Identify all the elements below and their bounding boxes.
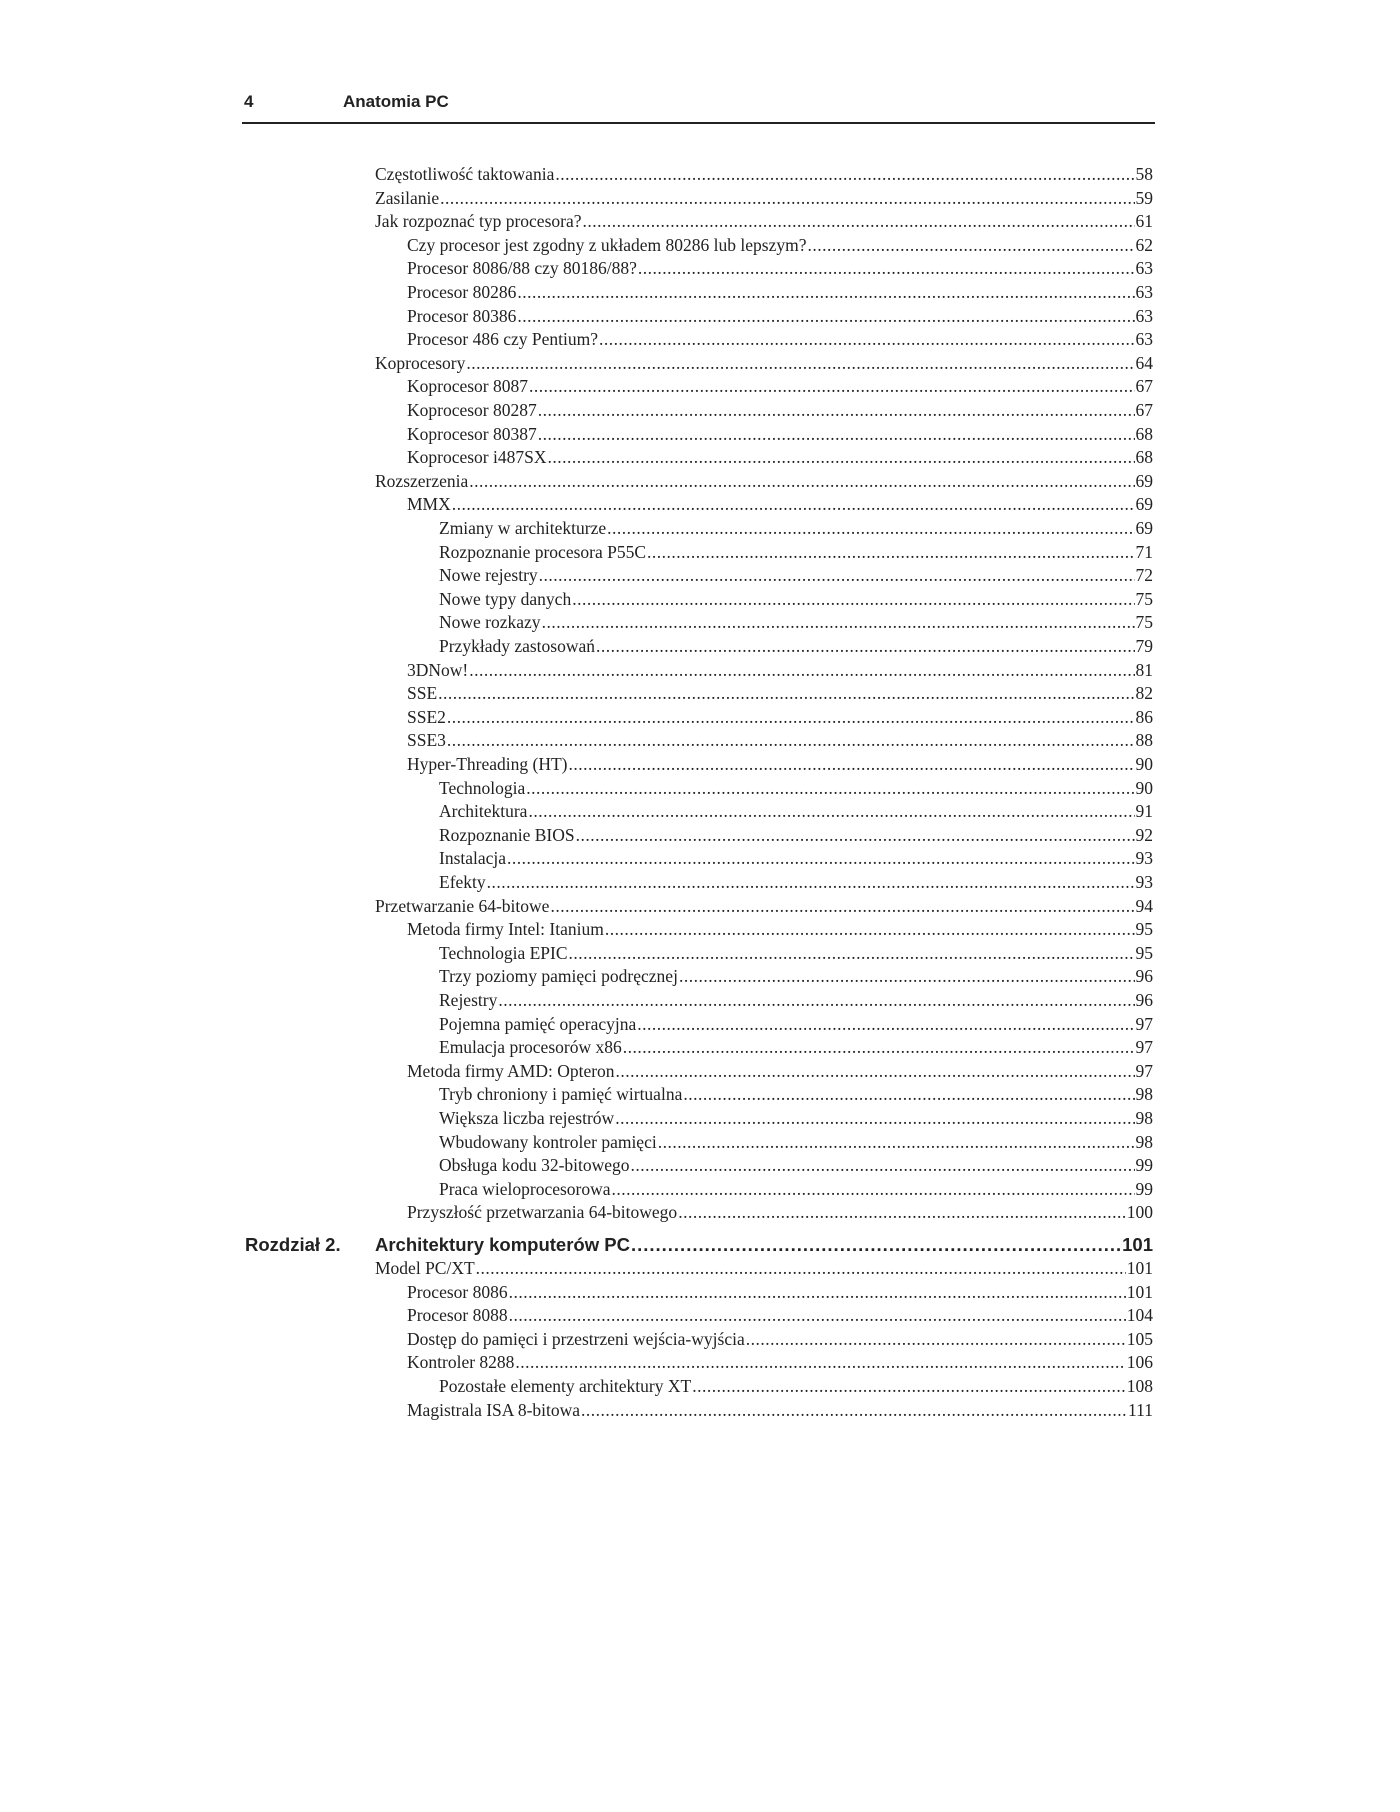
chapter-entry [375,1231,1153,1259]
dot-leader [466,352,1134,376]
toc-row [0,942,1400,966]
toc-row [0,753,1400,777]
toc-entry-title: Pozostałe elementy architektury XT [439,1376,692,1396]
toc-row [0,635,1400,659]
toc-entry [407,281,1153,305]
toc-row [0,1399,1400,1423]
toc-entry-page: 59 [1135,187,1153,208]
toc-entry-page: 101 [1122,1234,1153,1255]
dot-leader [538,399,1135,423]
toc-row [0,375,1400,399]
toc-entry-title: Procesor 8086 [407,1281,508,1302]
toc-entry-title: Rejestry [439,990,498,1010]
toc-entry-title: Koprocesor 80387 [407,423,537,444]
toc-entry-page: 92 [1135,824,1153,845]
toc-row [0,1107,1400,1131]
dot-leader [487,871,1135,895]
toc-entry-page: 69 [1135,494,1153,515]
toc-entry-page: 75 [1135,612,1153,633]
toc-entry-page: 63 [1135,258,1153,279]
toc-row [0,1083,1400,1107]
toc-entry [439,1131,1153,1155]
toc-entry-title: Rozszerzenia [375,470,469,491]
toc-row [0,1060,1400,1084]
toc-row [0,965,1400,989]
toc-entry-title: Przetwarzanie 64-bitowe [375,895,550,916]
dot-leader [658,1131,1135,1155]
toc-entry-title: Emulacja procesorów x86 [439,1037,622,1058]
toc-entry-title: Procesor 80286 [407,282,517,302]
toc-entry-title: Trzy poziomy pamięci podręcznej [439,966,678,987]
toc-entry-title: Koprocesory [375,352,466,373]
toc-entry [439,1107,1153,1131]
toc-entry-title: SSE2 [407,706,446,727]
toc-entry [407,305,1153,329]
toc-entry [439,1154,1153,1178]
toc-row [0,871,1400,895]
toc-row [0,1131,1400,1155]
toc-entry [439,1083,1153,1107]
dot-leader [607,517,1134,541]
toc-entry-title: Architektura [439,801,528,822]
toc-row [0,1154,1400,1178]
dot-leader [469,470,1134,494]
dot-leader [447,729,1135,753]
toc-entry [375,470,1153,494]
toc-row [0,1201,1400,1225]
toc-row [0,564,1400,588]
toc-entry-title: Jak rozpoznać typ procesora? [375,211,582,232]
dot-leader [807,234,1134,258]
toc-entry-page: 93 [1135,872,1153,892]
toc-row [0,1304,1400,1328]
toc-entry [375,163,1153,187]
toc-row [0,1351,1400,1375]
toc-entry-title: Koprocesor i487SX [407,447,547,468]
toc-entry-page: 90 [1135,754,1153,774]
toc-entry-page: 106 [1126,1352,1153,1373]
toc-entry [407,1281,1153,1305]
toc-entry-title: Częstotliwość taktowania [375,164,555,184]
toc-row [0,800,1400,824]
toc-entry-page: 99 [1135,1155,1153,1176]
dot-leader [623,1036,1135,1060]
toc-entry-title: Instalacja [439,848,507,869]
dot-leader [596,635,1134,659]
toc-entry-page: 97 [1135,1060,1153,1081]
toc-entry [407,682,1153,706]
toc-entry-page: 72 [1135,565,1153,586]
toc-entry-page: 69 [1135,518,1153,538]
dot-leader [631,1231,1121,1259]
dot-leader [526,777,1134,801]
toc-entry [407,423,1153,447]
toc-entry-title: Zmiany w architekturze [439,518,607,538]
toc-entry [439,564,1153,588]
dot-leader [447,706,1135,730]
dot-leader [583,210,1135,234]
toc-entry-page: 63 [1135,282,1153,302]
toc-entry [407,257,1153,281]
dot-leader [528,800,1134,824]
toc-entry [375,210,1153,234]
toc-row [0,777,1400,801]
toc-entry [439,588,1153,612]
toc-row [0,1036,1400,1060]
toc-entry-title: Technologia EPIC [439,942,568,963]
toc-entry-title: Praca wieloprocesorowa [439,1178,611,1199]
toc-entry [407,918,1153,942]
dot-leader [581,1399,1127,1423]
dot-leader [507,847,1134,871]
toc-entry-title: Metoda firmy AMD: Opteron [407,1060,615,1081]
toc-entry [375,352,1153,376]
dot-leader [498,989,1134,1013]
toc-entry-title: Obsługa kodu 32-bitowego [439,1155,630,1176]
toc-row [0,399,1400,423]
dot-leader [550,895,1134,919]
dot-leader [517,305,1134,329]
toc-entry-page: 63 [1135,305,1153,326]
dot-leader [576,824,1135,848]
toc-entry-title: Model PC/XT [375,1258,475,1278]
toc-entry [439,824,1153,848]
dot-leader [615,1107,1134,1131]
dot-leader [440,187,1134,211]
toc-entry-title: SSE3 [407,730,446,751]
toc-entry-title: Kontroler 8288 [407,1352,515,1373]
toc-entry-page: 93 [1135,848,1153,869]
toc-entry [439,1375,1153,1399]
toc-entry-title: Nowe rejestry [439,565,538,586]
toc-entry [439,541,1153,565]
toc-entry [407,493,1153,517]
dot-leader [538,423,1135,447]
toc-row [0,187,1400,211]
dot-leader [572,588,1134,612]
toc-entry [375,895,1153,919]
toc-row [0,423,1400,447]
dot-leader [476,1257,1126,1281]
toc-entry-title: Nowe rozkazy [439,612,541,633]
toc-entry-page: 98 [1135,1108,1153,1128]
toc-entry-page: 96 [1135,966,1153,987]
toc-row [0,706,1400,730]
toc-row [0,541,1400,565]
dot-leader [631,1154,1135,1178]
dot-leader [509,1304,1126,1328]
toc-entry [407,1304,1153,1328]
toc-row [0,824,1400,848]
toc-entry [407,753,1153,777]
toc-entry-page: 82 [1135,683,1153,704]
dot-leader [605,918,1135,942]
toc-entry-page: 62 [1135,234,1153,255]
toc-row [0,517,1400,541]
toc-entry-title: Rozpoznanie BIOS [439,824,575,845]
toc-entry [439,777,1153,801]
toc-entry-title: Zasilanie [375,187,440,208]
toc-entry-page: 67 [1135,400,1153,420]
toc-entry [407,446,1153,470]
toc-entry-page: 79 [1135,636,1153,656]
toc-entry [407,399,1153,423]
toc-entry-title: Czy procesor jest zgodny z układem 80286 lub lepszym? [407,234,807,255]
toc-entry-title: Hyper-Threading (HT) [407,754,568,774]
toc-entry [439,989,1153,1013]
dot-leader [569,942,1135,966]
toc-entry-page: 71 [1135,541,1153,562]
toc-row [0,305,1400,329]
chapter-label: Rozdział 2. [245,1234,341,1255]
dot-leader [678,1201,1126,1225]
toc-entry-page: 105 [1126,1328,1153,1349]
dot-leader [469,659,1134,683]
dot-leader [616,1060,1135,1084]
toc-entry-page: 101 [1126,1258,1153,1278]
dot-leader [612,1178,1135,1202]
chapter-heading [0,1231,1400,1259]
toc-entry [407,1328,1153,1352]
toc-entry-title: 3DNow! [407,659,469,680]
toc-entry-page: 104 [1126,1305,1153,1326]
toc-row [0,1178,1400,1202]
toc-row [0,989,1400,1013]
running-header [242,92,1155,124]
toc-entry-title: Wbudowany kontroler pamięci [439,1131,657,1152]
dot-leader [438,682,1134,706]
toc-entry-page: 95 [1135,919,1153,940]
toc-entry-title: Magistrala ISA 8-bitowa [407,1399,581,1420]
toc-row [0,1281,1400,1305]
dot-leader [637,1013,1134,1037]
toc-entry-page: 95 [1135,942,1153,963]
toc-entry-page: 96 [1135,990,1153,1010]
toc-row [0,682,1400,706]
toc-entry-title: Procesor 8088 [407,1305,508,1326]
toc-entry-title: Procesor 8086/88 czy 80186/88? [407,258,637,279]
toc-entry-title: Tryb chroniony i pamięć wirtualna [439,1084,683,1105]
toc-row [0,1375,1400,1399]
toc-entry-title: Dostęp do pamięci i przestrzeni wejścia-wyjścia [407,1328,745,1349]
dot-leader [529,375,1134,399]
toc-entry [407,1060,1153,1084]
toc-row [0,588,1400,612]
toc-entry-title: Procesor 486 czy Pentium? [407,329,598,350]
toc-entry-page: 98 [1135,1131,1153,1152]
toc-entry-page: 61 [1135,211,1153,232]
toc-entry-title: Przyszłość przetwarzania 64-bitowego [407,1202,678,1223]
toc-entry-page: 94 [1135,895,1153,916]
toc-entry-title: Technologia [439,777,526,798]
toc-entry-title: Efekty [439,872,486,892]
toc-entry [407,234,1153,258]
toc-row [0,611,1400,635]
dot-leader [548,446,1135,470]
dot-leader [517,281,1134,305]
toc-entry-title: SSE [407,683,438,704]
toc-entry [407,729,1153,753]
toc-entry [407,328,1153,352]
toc-row [0,1013,1400,1037]
toc-entry-page: 69 [1135,470,1153,491]
toc-entry [407,706,1153,730]
toc-entry-page: 108 [1126,1376,1153,1396]
toc-entry [439,847,1153,871]
toc-entry-page: 58 [1135,164,1153,184]
toc-entry-page: 68 [1135,423,1153,444]
toc-entry-title: Przykłady zastosowań [439,636,596,656]
toc-entry [407,375,1153,399]
toc-entry-page: 68 [1135,447,1153,468]
toc-row [0,729,1400,753]
dot-leader [542,611,1135,635]
page-number: 4 [244,92,254,111]
toc-entry-title: Koprocesor 80287 [407,400,537,420]
dot-leader [555,163,1134,187]
toc-row [0,210,1400,234]
toc-row [0,470,1400,494]
toc-row [0,847,1400,871]
toc-entry-page: 98 [1135,1084,1153,1105]
toc-entry-page: 91 [1135,801,1153,822]
dot-leader [509,1281,1126,1305]
toc-entry [375,187,1153,211]
dot-leader [679,965,1135,989]
toc-entry-title: Architektury komputerów PC [375,1234,630,1255]
toc-entry [375,1257,1153,1281]
toc-entry [439,1036,1153,1060]
toc-entry-page: 99 [1135,1178,1153,1199]
toc-row [0,895,1400,919]
toc-row [0,446,1400,470]
toc-entry-page: 67 [1135,376,1153,397]
toc-row [0,493,1400,517]
toc-entry [439,1178,1153,1202]
dot-leader [683,1083,1134,1107]
toc-entry-page: 97 [1135,1013,1153,1034]
toc-row [0,328,1400,352]
toc-entry [439,965,1153,989]
toc-row [0,352,1400,376]
dot-leader [539,564,1135,588]
toc-entry-title: MMX [407,494,451,515]
toc-row [0,234,1400,258]
toc-entry-page: 64 [1135,352,1153,373]
book-title: Anatomia PC [343,92,449,111]
toc-entry-page: 86 [1135,706,1153,727]
dot-leader [568,753,1134,777]
toc-entry-title: Pojemna pamięć operacyjna [439,1013,637,1034]
toc-row [0,1257,1400,1281]
toc-entry-title: Metoda firmy Intel: Itanium [407,919,604,940]
dot-leader [638,257,1135,281]
toc-entry [439,517,1153,541]
dot-leader [599,328,1135,352]
toc-entry [407,1351,1153,1375]
toc-entry [407,1399,1153,1423]
toc-entry-page: 111 [1128,1399,1153,1420]
toc-entry [439,635,1153,659]
toc-entry [439,942,1153,966]
toc-entry [407,1201,1153,1225]
toc-row [0,163,1400,187]
toc-entry [439,611,1153,635]
dot-leader [647,541,1134,565]
dot-leader [692,1375,1126,1399]
toc-entry-page: 97 [1135,1037,1153,1058]
toc-entry [439,800,1153,824]
toc-entry-title: Nowe typy danych [439,588,572,609]
dot-leader [515,1351,1125,1375]
toc-entry [439,871,1153,895]
toc-entry [439,1013,1153,1037]
toc-entry [407,659,1153,683]
toc-entry-page: 75 [1135,588,1153,609]
toc-entry-page: 90 [1135,777,1153,798]
toc-entry-title: Rozpoznanie procesora P55C [439,541,647,562]
toc-entry-page: 81 [1135,659,1153,680]
toc-entry-page: 88 [1135,730,1153,751]
toc-entry-page: 63 [1135,329,1153,350]
toc-entry-page: 100 [1126,1202,1153,1223]
toc-entry-title: Procesor 80386 [407,305,517,326]
toc-entry-page: 101 [1126,1281,1153,1302]
toc-entry-title: Większa liczba rejestrów [439,1108,615,1128]
dot-leader [452,493,1135,517]
toc-entry-title: Koprocesor 8087 [407,376,529,397]
toc-row [0,659,1400,683]
dot-leader [746,1328,1126,1352]
toc-row [0,918,1400,942]
toc-row [0,281,1400,305]
toc-row [0,257,1400,281]
toc-row [0,1328,1400,1352]
